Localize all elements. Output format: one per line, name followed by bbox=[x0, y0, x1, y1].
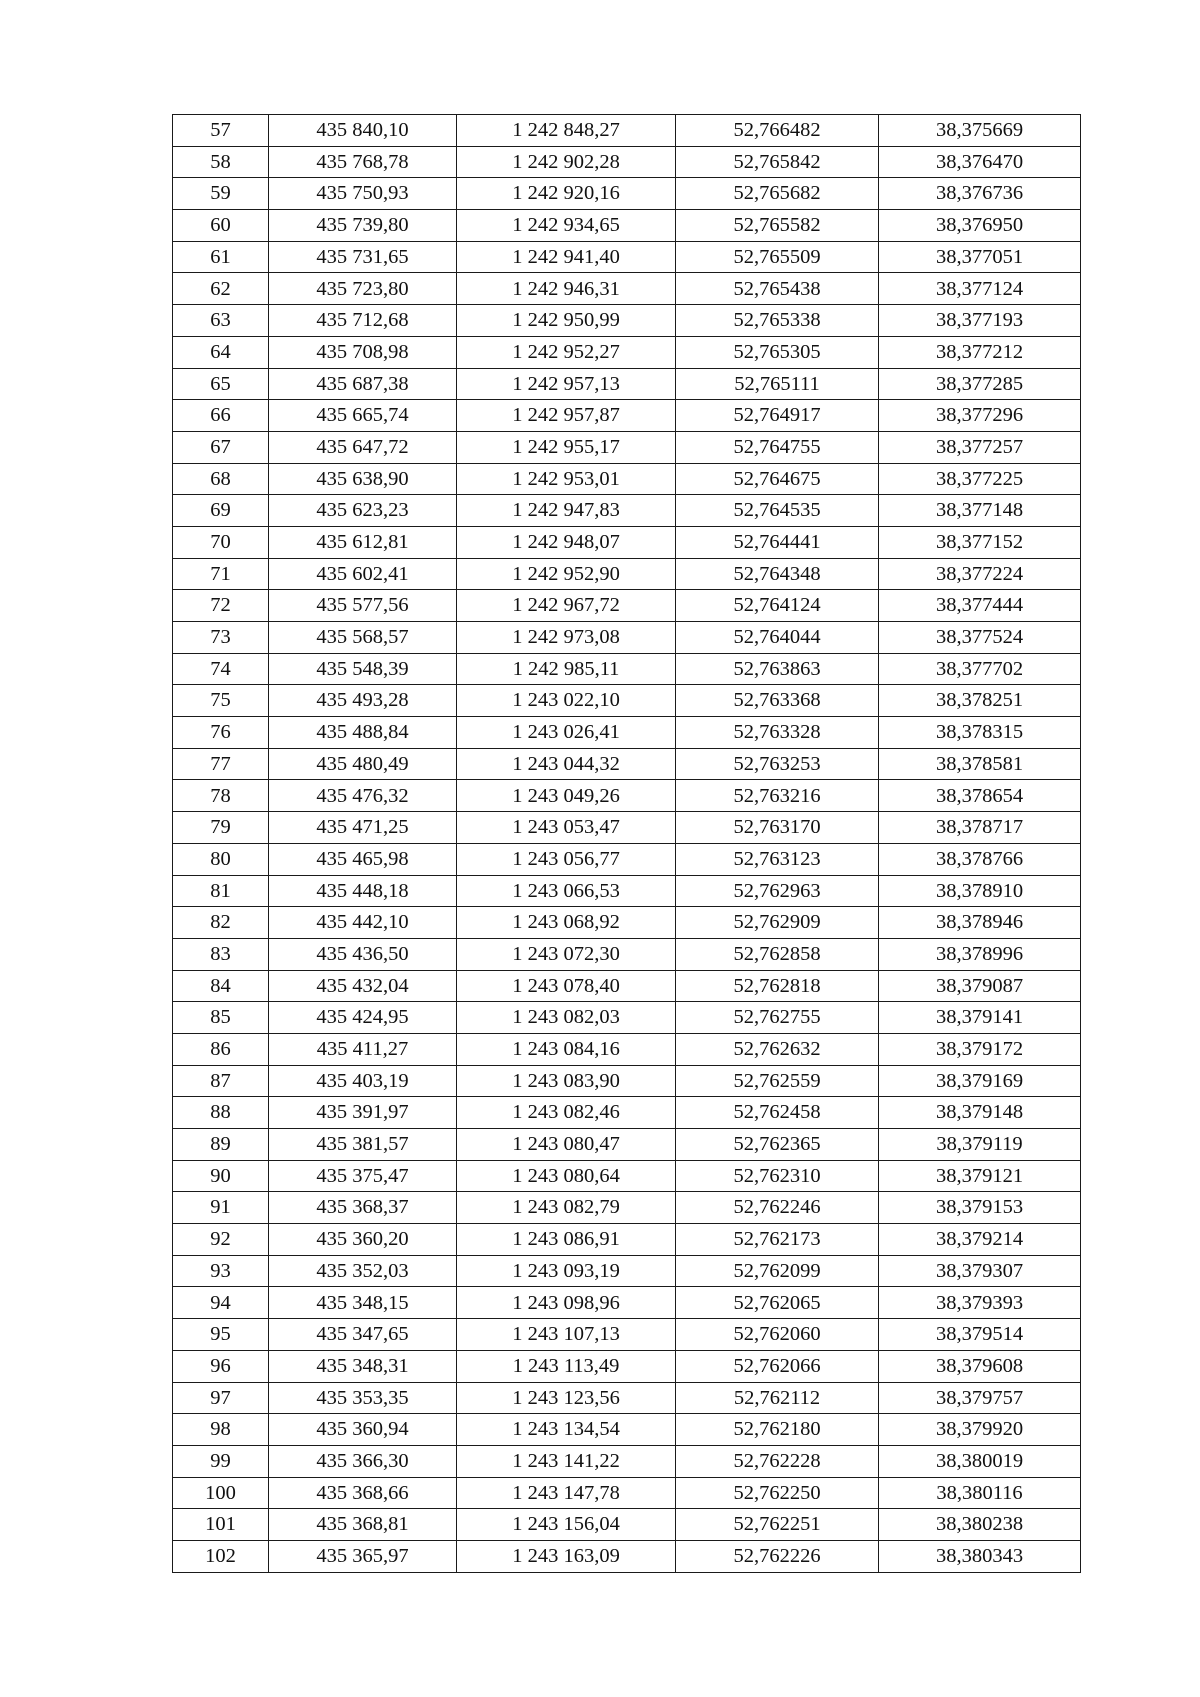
x-coordinate-cell: 435 665,74 bbox=[269, 400, 457, 432]
y-coordinate-cell: 1 242 985,11 bbox=[457, 653, 676, 685]
y-coordinate-cell: 1 243 022,10 bbox=[457, 685, 676, 717]
latitude-cell: 52,762963 bbox=[676, 875, 879, 907]
table-row bbox=[173, 1065, 1081, 1097]
longitude-cell: 38,379119 bbox=[879, 1129, 1081, 1161]
latitude-cell: 52,762112 bbox=[676, 1382, 879, 1414]
latitude-cell: 52,762065 bbox=[676, 1287, 879, 1319]
y-coordinate-cell: 1 243 141,22 bbox=[457, 1445, 676, 1477]
y-coordinate-cell: 1 243 072,30 bbox=[457, 938, 676, 970]
y-coordinate-cell: 1 242 952,27 bbox=[457, 336, 676, 368]
latitude-cell: 52,762310 bbox=[676, 1160, 879, 1192]
table-row bbox=[173, 1033, 1081, 1065]
x-coordinate-cell: 435 768,78 bbox=[269, 146, 457, 178]
point-number-cell: 58 bbox=[173, 146, 269, 178]
y-coordinate-cell: 1 243 068,92 bbox=[457, 907, 676, 939]
y-coordinate-cell: 1 243 123,56 bbox=[457, 1382, 676, 1414]
latitude-cell: 52,762755 bbox=[676, 1002, 879, 1034]
point-number-cell: 95 bbox=[173, 1319, 269, 1351]
x-coordinate-cell: 435 723,80 bbox=[269, 273, 457, 305]
x-coordinate-cell: 435 577,56 bbox=[269, 590, 457, 622]
x-coordinate-cell: 435 424,95 bbox=[269, 1002, 457, 1034]
latitude-cell: 52,762099 bbox=[676, 1255, 879, 1287]
x-coordinate-cell: 435 448,18 bbox=[269, 875, 457, 907]
table-row bbox=[173, 273, 1081, 305]
point-number-cell: 84 bbox=[173, 970, 269, 1002]
point-number-cell: 80 bbox=[173, 843, 269, 875]
longitude-cell: 38,379920 bbox=[879, 1414, 1081, 1446]
longitude-cell: 38,380343 bbox=[879, 1540, 1081, 1572]
y-coordinate-cell: 1 243 086,91 bbox=[457, 1224, 676, 1256]
x-coordinate-cell: 435 360,94 bbox=[269, 1414, 457, 1446]
y-coordinate-cell: 1 242 952,90 bbox=[457, 558, 676, 590]
x-coordinate-cell: 435 731,65 bbox=[269, 241, 457, 273]
y-coordinate-cell: 1 242 947,83 bbox=[457, 495, 676, 527]
longitude-cell: 38,378766 bbox=[879, 843, 1081, 875]
longitude-cell: 38,380019 bbox=[879, 1445, 1081, 1477]
x-coordinate-cell: 435 347,65 bbox=[269, 1319, 457, 1351]
table-row bbox=[173, 210, 1081, 242]
table-row bbox=[173, 1287, 1081, 1319]
longitude-cell: 38,376736 bbox=[879, 178, 1081, 210]
longitude-cell: 38,378910 bbox=[879, 875, 1081, 907]
y-coordinate-cell: 1 243 113,49 bbox=[457, 1350, 676, 1382]
longitude-cell: 38,377224 bbox=[879, 558, 1081, 590]
point-number-cell: 67 bbox=[173, 431, 269, 463]
document-page bbox=[172, 114, 1081, 1573]
x-coordinate-cell: 435 366,30 bbox=[269, 1445, 457, 1477]
longitude-cell: 38,379148 bbox=[879, 1097, 1081, 1129]
latitude-cell: 52,765338 bbox=[676, 305, 879, 337]
point-number-cell: 72 bbox=[173, 590, 269, 622]
latitude-cell: 52,763216 bbox=[676, 780, 879, 812]
x-coordinate-cell: 435 368,37 bbox=[269, 1192, 457, 1224]
latitude-cell: 52,765682 bbox=[676, 178, 879, 210]
longitude-cell: 38,377148 bbox=[879, 495, 1081, 527]
latitude-cell: 52,762060 bbox=[676, 1319, 879, 1351]
y-coordinate-cell: 1 242 946,31 bbox=[457, 273, 676, 305]
table-row bbox=[173, 241, 1081, 273]
point-number-cell: 77 bbox=[173, 748, 269, 780]
latitude-cell: 52,762180 bbox=[676, 1414, 879, 1446]
table-row bbox=[173, 115, 1081, 147]
y-coordinate-cell: 1 243 134,54 bbox=[457, 1414, 676, 1446]
x-coordinate-cell: 435 471,25 bbox=[269, 812, 457, 844]
point-number-cell: 89 bbox=[173, 1129, 269, 1161]
longitude-cell: 38,375669 bbox=[879, 115, 1081, 147]
table-row bbox=[173, 1445, 1081, 1477]
latitude-cell: 52,763368 bbox=[676, 685, 879, 717]
x-coordinate-cell: 435 365,97 bbox=[269, 1540, 457, 1572]
longitude-cell: 38,377193 bbox=[879, 305, 1081, 337]
latitude-cell: 52,764917 bbox=[676, 400, 879, 432]
point-number-cell: 99 bbox=[173, 1445, 269, 1477]
table-row bbox=[173, 146, 1081, 178]
point-number-cell: 97 bbox=[173, 1382, 269, 1414]
longitude-cell: 38,377257 bbox=[879, 431, 1081, 463]
latitude-cell: 52,763253 bbox=[676, 748, 879, 780]
point-number-cell: 64 bbox=[173, 336, 269, 368]
y-coordinate-cell: 1 243 082,03 bbox=[457, 1002, 676, 1034]
table-row bbox=[173, 717, 1081, 749]
table-row bbox=[173, 780, 1081, 812]
y-coordinate-cell: 1 242 920,16 bbox=[457, 178, 676, 210]
x-coordinate-cell: 435 548,39 bbox=[269, 653, 457, 685]
point-number-cell: 92 bbox=[173, 1224, 269, 1256]
x-coordinate-cell: 435 432,04 bbox=[269, 970, 457, 1002]
latitude-cell: 52,765111 bbox=[676, 368, 879, 400]
latitude-cell: 52,762818 bbox=[676, 970, 879, 1002]
table-row bbox=[173, 431, 1081, 463]
table-row bbox=[173, 843, 1081, 875]
y-coordinate-cell: 1 243 082,79 bbox=[457, 1192, 676, 1224]
latitude-cell: 52,762559 bbox=[676, 1065, 879, 1097]
point-number-cell: 59 bbox=[173, 178, 269, 210]
latitude-cell: 52,762458 bbox=[676, 1097, 879, 1129]
y-coordinate-cell: 1 242 941,40 bbox=[457, 241, 676, 273]
table-row bbox=[173, 907, 1081, 939]
point-number-cell: 87 bbox=[173, 1065, 269, 1097]
longitude-cell: 38,378996 bbox=[879, 938, 1081, 970]
point-number-cell: 68 bbox=[173, 463, 269, 495]
point-number-cell: 100 bbox=[173, 1477, 269, 1509]
table-row bbox=[173, 1382, 1081, 1414]
longitude-cell: 38,377212 bbox=[879, 336, 1081, 368]
table-row bbox=[173, 495, 1081, 527]
latitude-cell: 52,762632 bbox=[676, 1033, 879, 1065]
y-coordinate-cell: 1 243 147,78 bbox=[457, 1477, 676, 1509]
y-coordinate-cell: 1 243 056,77 bbox=[457, 843, 676, 875]
x-coordinate-cell: 435 352,03 bbox=[269, 1255, 457, 1287]
y-coordinate-cell: 1 242 848,27 bbox=[457, 115, 676, 147]
x-coordinate-cell: 435 638,90 bbox=[269, 463, 457, 495]
x-coordinate-cell: 435 840,10 bbox=[269, 115, 457, 147]
table-row bbox=[173, 1319, 1081, 1351]
point-number-cell: 73 bbox=[173, 622, 269, 654]
y-coordinate-cell: 1 242 967,72 bbox=[457, 590, 676, 622]
longitude-cell: 38,378946 bbox=[879, 907, 1081, 939]
table-row bbox=[173, 1097, 1081, 1129]
latitude-cell: 52,762173 bbox=[676, 1224, 879, 1256]
latitude-cell: 52,764124 bbox=[676, 590, 879, 622]
point-number-cell: 93 bbox=[173, 1255, 269, 1287]
x-coordinate-cell: 435 623,23 bbox=[269, 495, 457, 527]
table-row bbox=[173, 336, 1081, 368]
x-coordinate-cell: 435 602,41 bbox=[269, 558, 457, 590]
table-row bbox=[173, 1160, 1081, 1192]
longitude-cell: 38,380116 bbox=[879, 1477, 1081, 1509]
point-number-cell: 70 bbox=[173, 526, 269, 558]
latitude-cell: 52,762226 bbox=[676, 1540, 879, 1572]
point-number-cell: 91 bbox=[173, 1192, 269, 1224]
longitude-cell: 38,378654 bbox=[879, 780, 1081, 812]
y-coordinate-cell: 1 243 053,47 bbox=[457, 812, 676, 844]
y-coordinate-cell: 1 242 957,13 bbox=[457, 368, 676, 400]
point-number-cell: 102 bbox=[173, 1540, 269, 1572]
longitude-cell: 38,379172 bbox=[879, 1033, 1081, 1065]
y-coordinate-cell: 1 243 066,53 bbox=[457, 875, 676, 907]
point-number-cell: 79 bbox=[173, 812, 269, 844]
table-row bbox=[173, 685, 1081, 717]
point-number-cell: 63 bbox=[173, 305, 269, 337]
y-coordinate-cell: 1 242 973,08 bbox=[457, 622, 676, 654]
table-row bbox=[173, 622, 1081, 654]
table-row bbox=[173, 1129, 1081, 1161]
y-coordinate-cell: 1 243 044,32 bbox=[457, 748, 676, 780]
latitude-cell: 52,764535 bbox=[676, 495, 879, 527]
point-number-cell: 86 bbox=[173, 1033, 269, 1065]
latitude-cell: 52,765842 bbox=[676, 146, 879, 178]
table-row bbox=[173, 1002, 1081, 1034]
table-row bbox=[173, 748, 1081, 780]
x-coordinate-cell: 435 568,57 bbox=[269, 622, 457, 654]
longitude-cell: 38,378251 bbox=[879, 685, 1081, 717]
x-coordinate-cell: 435 368,81 bbox=[269, 1509, 457, 1541]
latitude-cell: 52,762365 bbox=[676, 1129, 879, 1161]
y-coordinate-cell: 1 243 083,90 bbox=[457, 1065, 676, 1097]
longitude-cell: 38,377285 bbox=[879, 368, 1081, 400]
y-coordinate-cell: 1 243 082,46 bbox=[457, 1097, 676, 1129]
table-row bbox=[173, 178, 1081, 210]
longitude-cell: 38,377051 bbox=[879, 241, 1081, 273]
table-row bbox=[173, 558, 1081, 590]
longitude-cell: 38,377225 bbox=[879, 463, 1081, 495]
x-coordinate-cell: 435 708,98 bbox=[269, 336, 457, 368]
point-number-cell: 66 bbox=[173, 400, 269, 432]
latitude-cell: 52,764441 bbox=[676, 526, 879, 558]
point-number-cell: 71 bbox=[173, 558, 269, 590]
x-coordinate-cell: 435 360,20 bbox=[269, 1224, 457, 1256]
table-row bbox=[173, 875, 1081, 907]
latitude-cell: 52,762909 bbox=[676, 907, 879, 939]
latitude-cell: 52,764044 bbox=[676, 622, 879, 654]
latitude-cell: 52,764755 bbox=[676, 431, 879, 463]
x-coordinate-cell: 435 381,57 bbox=[269, 1129, 457, 1161]
x-coordinate-cell: 435 403,19 bbox=[269, 1065, 457, 1097]
x-coordinate-cell: 435 368,66 bbox=[269, 1477, 457, 1509]
longitude-cell: 38,379087 bbox=[879, 970, 1081, 1002]
longitude-cell: 38,379307 bbox=[879, 1255, 1081, 1287]
x-coordinate-cell: 435 612,81 bbox=[269, 526, 457, 558]
table-row bbox=[173, 1350, 1081, 1382]
latitude-cell: 52,762228 bbox=[676, 1445, 879, 1477]
point-number-cell: 98 bbox=[173, 1414, 269, 1446]
x-coordinate-cell: 435 391,97 bbox=[269, 1097, 457, 1129]
point-number-cell: 94 bbox=[173, 1287, 269, 1319]
table-row bbox=[173, 1509, 1081, 1541]
point-number-cell: 82 bbox=[173, 907, 269, 939]
latitude-cell: 52,763170 bbox=[676, 812, 879, 844]
coordinates-table bbox=[172, 114, 1081, 1573]
x-coordinate-cell: 435 348,15 bbox=[269, 1287, 457, 1319]
x-coordinate-cell: 435 493,28 bbox=[269, 685, 457, 717]
y-coordinate-cell: 1 243 026,41 bbox=[457, 717, 676, 749]
longitude-cell: 38,376470 bbox=[879, 146, 1081, 178]
y-coordinate-cell: 1 242 948,07 bbox=[457, 526, 676, 558]
point-number-cell: 101 bbox=[173, 1509, 269, 1541]
longitude-cell: 38,377152 bbox=[879, 526, 1081, 558]
longitude-cell: 38,376950 bbox=[879, 210, 1081, 242]
point-number-cell: 81 bbox=[173, 875, 269, 907]
longitude-cell: 38,379169 bbox=[879, 1065, 1081, 1097]
x-coordinate-cell: 435 436,50 bbox=[269, 938, 457, 970]
point-number-cell: 78 bbox=[173, 780, 269, 812]
x-coordinate-cell: 435 476,32 bbox=[269, 780, 457, 812]
latitude-cell: 52,765438 bbox=[676, 273, 879, 305]
table-row bbox=[173, 1255, 1081, 1287]
table-row bbox=[173, 1192, 1081, 1224]
latitude-cell: 52,765582 bbox=[676, 210, 879, 242]
x-coordinate-cell: 435 480,49 bbox=[269, 748, 457, 780]
y-coordinate-cell: 1 243 098,96 bbox=[457, 1287, 676, 1319]
table-row bbox=[173, 1477, 1081, 1509]
point-number-cell: 83 bbox=[173, 938, 269, 970]
latitude-cell: 52,763328 bbox=[676, 717, 879, 749]
table-row bbox=[173, 590, 1081, 622]
latitude-cell: 52,765509 bbox=[676, 241, 879, 273]
x-coordinate-cell: 435 750,93 bbox=[269, 178, 457, 210]
x-coordinate-cell: 435 712,68 bbox=[269, 305, 457, 337]
latitude-cell: 52,764348 bbox=[676, 558, 879, 590]
latitude-cell: 52,765305 bbox=[676, 336, 879, 368]
table-row bbox=[173, 653, 1081, 685]
table-row bbox=[173, 970, 1081, 1002]
table-row bbox=[173, 1414, 1081, 1446]
x-coordinate-cell: 435 375,47 bbox=[269, 1160, 457, 1192]
y-coordinate-cell: 1 242 934,65 bbox=[457, 210, 676, 242]
latitude-cell: 52,762246 bbox=[676, 1192, 879, 1224]
longitude-cell: 38,377124 bbox=[879, 273, 1081, 305]
point-number-cell: 60 bbox=[173, 210, 269, 242]
y-coordinate-cell: 1 242 953,01 bbox=[457, 463, 676, 495]
table-row bbox=[173, 305, 1081, 337]
y-coordinate-cell: 1 242 957,87 bbox=[457, 400, 676, 432]
longitude-cell: 38,379757 bbox=[879, 1382, 1081, 1414]
table-row bbox=[173, 463, 1081, 495]
y-coordinate-cell: 1 243 049,26 bbox=[457, 780, 676, 812]
point-number-cell: 74 bbox=[173, 653, 269, 685]
point-number-cell: 69 bbox=[173, 495, 269, 527]
y-coordinate-cell: 1 243 093,19 bbox=[457, 1255, 676, 1287]
y-coordinate-cell: 1 243 080,64 bbox=[457, 1160, 676, 1192]
point-number-cell: 90 bbox=[173, 1160, 269, 1192]
longitude-cell: 38,377702 bbox=[879, 653, 1081, 685]
point-number-cell: 96 bbox=[173, 1350, 269, 1382]
table-row bbox=[173, 400, 1081, 432]
y-coordinate-cell: 1 242 955,17 bbox=[457, 431, 676, 463]
x-coordinate-cell: 435 348,31 bbox=[269, 1350, 457, 1382]
table-row bbox=[173, 1540, 1081, 1572]
x-coordinate-cell: 435 488,84 bbox=[269, 717, 457, 749]
point-number-cell: 75 bbox=[173, 685, 269, 717]
coordinates-table-body bbox=[173, 115, 1081, 1573]
latitude-cell: 52,763863 bbox=[676, 653, 879, 685]
y-coordinate-cell: 1 243 156,04 bbox=[457, 1509, 676, 1541]
y-coordinate-cell: 1 243 107,13 bbox=[457, 1319, 676, 1351]
x-coordinate-cell: 435 411,27 bbox=[269, 1033, 457, 1065]
point-number-cell: 88 bbox=[173, 1097, 269, 1129]
x-coordinate-cell: 435 687,38 bbox=[269, 368, 457, 400]
longitude-cell: 38,379141 bbox=[879, 1002, 1081, 1034]
point-number-cell: 76 bbox=[173, 717, 269, 749]
point-number-cell: 85 bbox=[173, 1002, 269, 1034]
y-coordinate-cell: 1 243 080,47 bbox=[457, 1129, 676, 1161]
y-coordinate-cell: 1 243 084,16 bbox=[457, 1033, 676, 1065]
table-row bbox=[173, 368, 1081, 400]
latitude-cell: 52,762858 bbox=[676, 938, 879, 970]
table-row bbox=[173, 1224, 1081, 1256]
point-number-cell: 61 bbox=[173, 241, 269, 273]
longitude-cell: 38,379393 bbox=[879, 1287, 1081, 1319]
latitude-cell: 52,764675 bbox=[676, 463, 879, 495]
x-coordinate-cell: 435 647,72 bbox=[269, 431, 457, 463]
longitude-cell: 38,380238 bbox=[879, 1509, 1081, 1541]
longitude-cell: 38,379121 bbox=[879, 1160, 1081, 1192]
x-coordinate-cell: 435 442,10 bbox=[269, 907, 457, 939]
point-number-cell: 62 bbox=[173, 273, 269, 305]
longitude-cell: 38,377296 bbox=[879, 400, 1081, 432]
longitude-cell: 38,379214 bbox=[879, 1224, 1081, 1256]
table-row bbox=[173, 812, 1081, 844]
table-row bbox=[173, 526, 1081, 558]
longitude-cell: 38,378717 bbox=[879, 812, 1081, 844]
latitude-cell: 52,762066 bbox=[676, 1350, 879, 1382]
point-number-cell: 65 bbox=[173, 368, 269, 400]
longitude-cell: 38,379153 bbox=[879, 1192, 1081, 1224]
longitude-cell: 38,379608 bbox=[879, 1350, 1081, 1382]
longitude-cell: 38,377444 bbox=[879, 590, 1081, 622]
y-coordinate-cell: 1 242 950,99 bbox=[457, 305, 676, 337]
latitude-cell: 52,762250 bbox=[676, 1477, 879, 1509]
longitude-cell: 38,378581 bbox=[879, 748, 1081, 780]
latitude-cell: 52,766482 bbox=[676, 115, 879, 147]
point-number-cell: 57 bbox=[173, 115, 269, 147]
y-coordinate-cell: 1 243 163,09 bbox=[457, 1540, 676, 1572]
x-coordinate-cell: 435 353,35 bbox=[269, 1382, 457, 1414]
x-coordinate-cell: 435 739,80 bbox=[269, 210, 457, 242]
table-row bbox=[173, 938, 1081, 970]
longitude-cell: 38,379514 bbox=[879, 1319, 1081, 1351]
y-coordinate-cell: 1 243 078,40 bbox=[457, 970, 676, 1002]
latitude-cell: 52,762251 bbox=[676, 1509, 879, 1541]
longitude-cell: 38,377524 bbox=[879, 622, 1081, 654]
latitude-cell: 52,763123 bbox=[676, 843, 879, 875]
x-coordinate-cell: 435 465,98 bbox=[269, 843, 457, 875]
y-coordinate-cell: 1 242 902,28 bbox=[457, 146, 676, 178]
longitude-cell: 38,378315 bbox=[879, 717, 1081, 749]
